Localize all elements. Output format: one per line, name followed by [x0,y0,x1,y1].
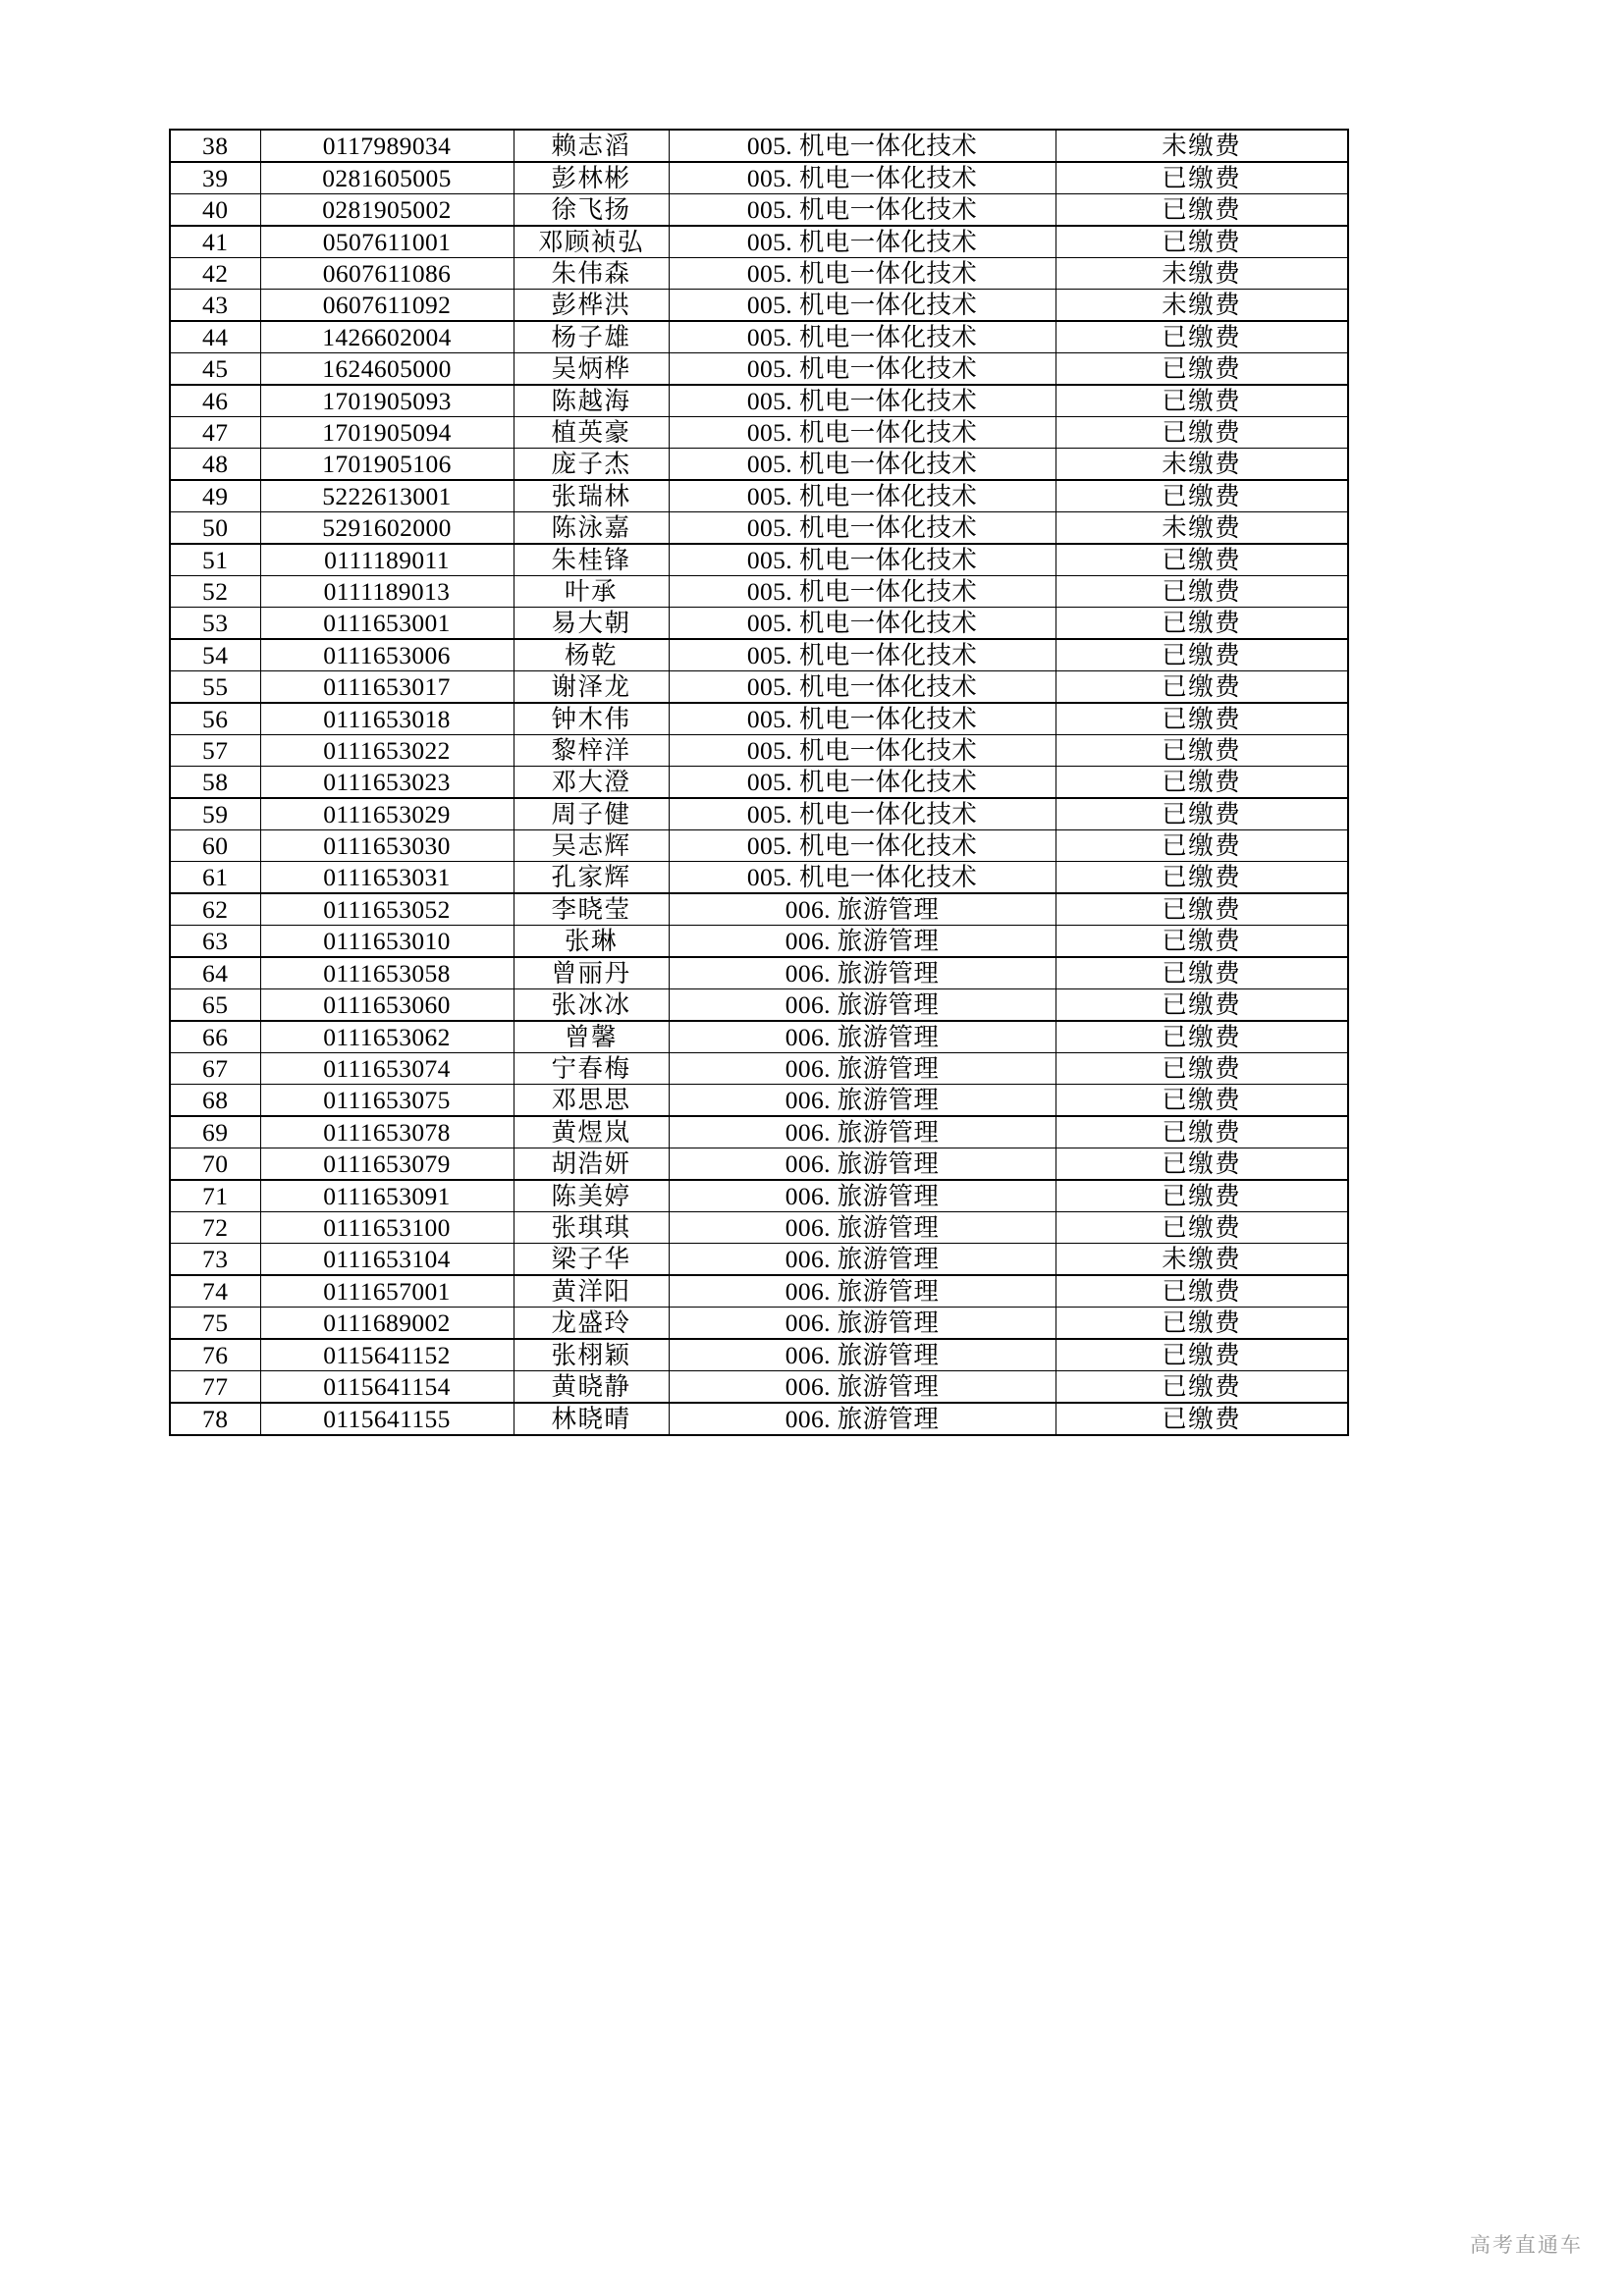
payment-status-cell: 未缴费 [1056,449,1348,481]
exam-number-cell: 0111189013 [260,576,514,608]
student-name-cell: 朱桂锋 [514,544,669,576]
table-row [170,735,1348,767]
major-cell: 005. 机电一体化技术 [669,321,1056,353]
table-row [170,671,1348,704]
payment-status-cell: 已缴费 [1056,1021,1348,1053]
payment-status-cell: 已缴费 [1056,226,1348,258]
student-name-cell: 宁春梅 [514,1053,669,1085]
major-cell: 005. 机电一体化技术 [669,512,1056,545]
exam-number-cell: 0607611086 [260,258,514,290]
major-cell: 005. 机电一体化技术 [669,639,1056,671]
student-name-cell: 黄煜岚 [514,1116,669,1148]
major-cell: 006. 旅游管理 [669,989,1056,1022]
student-name-cell: 黄洋阳 [514,1275,669,1308]
exam-number-cell: 1624605000 [260,353,514,386]
payment-status-cell: 已缴费 [1056,1212,1348,1244]
student-name-cell: 张琳 [514,926,669,958]
row-index-cell: 38 [170,130,260,162]
student-name-cell: 叶承 [514,576,669,608]
table-row [170,512,1348,545]
student-name-cell: 钟木伟 [514,703,669,735]
roster-table-container [169,129,1347,1436]
major-cell: 005. 机电一体化技术 [669,608,1056,640]
student-name-cell: 邓思思 [514,1085,669,1117]
student-name-cell: 邓大澄 [514,767,669,799]
payment-status-cell: 已缴费 [1056,767,1348,799]
row-index-cell: 53 [170,608,260,640]
student-name-cell: 庞子杰 [514,449,669,481]
row-index-cell: 46 [170,385,260,417]
payment-status-cell: 已缴费 [1056,544,1348,576]
exam-number-cell: 0111653010 [260,926,514,958]
exam-number-cell: 0111653017 [260,671,514,704]
payment-status-cell: 已缴费 [1056,703,1348,735]
payment-status-cell: 已缴费 [1056,1116,1348,1148]
table-row [170,417,1348,449]
student-name-cell: 吴志辉 [514,830,669,862]
roster-table-body [170,130,1348,1435]
payment-status-cell: 已缴费 [1056,1148,1348,1181]
row-index-cell: 57 [170,735,260,767]
exam-number-cell: 0111653018 [260,703,514,735]
student-name-cell: 曾丽丹 [514,957,669,989]
exam-number-cell: 0111653091 [260,1180,514,1212]
payment-status-cell: 已缴费 [1056,1053,1348,1085]
major-cell: 006. 旅游管理 [669,893,1056,926]
exam-number-cell: 0111653078 [260,1116,514,1148]
row-index-cell: 76 [170,1339,260,1371]
payment-status-cell: 已缴费 [1056,671,1348,704]
row-index-cell: 69 [170,1116,260,1148]
row-index-cell: 42 [170,258,260,290]
exam-number-cell: 0111653074 [260,1053,514,1085]
table-row [170,1371,1348,1404]
payment-status-cell: 未缴费 [1056,1244,1348,1276]
table-row [170,957,1348,989]
exam-number-cell: 0111653001 [260,608,514,640]
table-row [170,1180,1348,1212]
row-index-cell: 78 [170,1403,260,1435]
major-cell: 006. 旅游管理 [669,957,1056,989]
student-name-cell: 陈美婷 [514,1180,669,1212]
table-row [170,290,1348,322]
exam-number-cell: 1701905106 [260,449,514,481]
exam-number-cell: 0117989034 [260,130,514,162]
major-cell: 006. 旅游管理 [669,1053,1056,1085]
major-cell: 006. 旅游管理 [669,1085,1056,1117]
major-cell: 005. 机电一体化技术 [669,385,1056,417]
major-cell: 005. 机电一体化技术 [669,480,1056,512]
major-cell: 006. 旅游管理 [669,1403,1056,1435]
student-name-cell: 吴炳桦 [514,353,669,386]
exam-number-cell: 5291602000 [260,512,514,545]
table-row [170,893,1348,926]
row-index-cell: 75 [170,1308,260,1340]
exam-number-cell: 0281905002 [260,194,514,227]
table-row [170,321,1348,353]
student-name-cell: 孔家辉 [514,862,669,894]
major-cell: 006. 旅游管理 [669,1212,1056,1244]
table-row [170,1148,1348,1181]
exam-number-cell: 0111653104 [260,1244,514,1276]
major-cell: 006. 旅游管理 [669,1339,1056,1371]
student-name-cell: 张琪琪 [514,1212,669,1244]
table-row [170,258,1348,290]
payment-status-cell: 未缴费 [1056,290,1348,322]
payment-status-cell: 已缴费 [1056,735,1348,767]
payment-status-cell: 未缴费 [1056,258,1348,290]
exam-number-cell: 0111689002 [260,1308,514,1340]
payment-status-cell: 已缴费 [1056,1371,1348,1404]
payment-status-cell: 已缴费 [1056,353,1348,386]
row-index-cell: 64 [170,957,260,989]
payment-status-cell: 已缴费 [1056,576,1348,608]
table-row [170,703,1348,735]
major-cell: 005. 机电一体化技术 [669,576,1056,608]
student-name-cell: 杨乾 [514,639,669,671]
major-cell: 005. 机电一体化技术 [669,703,1056,735]
table-row [170,1275,1348,1308]
major-cell: 005. 机电一体化技术 [669,544,1056,576]
row-index-cell: 63 [170,926,260,958]
table-row [170,862,1348,894]
student-name-cell: 朱伟森 [514,258,669,290]
payment-status-cell: 已缴费 [1056,1085,1348,1117]
student-name-cell: 邓顾祯弘 [514,226,669,258]
student-name-cell: 徐飞扬 [514,194,669,227]
payment-status-cell: 已缴费 [1056,608,1348,640]
row-index-cell: 52 [170,576,260,608]
exam-number-cell: 1701905093 [260,385,514,417]
major-cell: 006. 旅游管理 [669,1275,1056,1308]
student-name-cell: 林晓晴 [514,1403,669,1435]
major-cell: 005. 机电一体化技术 [669,830,1056,862]
exam-number-cell: 0111653029 [260,798,514,830]
table-row [170,1339,1348,1371]
major-cell: 006. 旅游管理 [669,1308,1056,1340]
row-index-cell: 47 [170,417,260,449]
row-index-cell: 74 [170,1275,260,1308]
table-row [170,639,1348,671]
row-index-cell: 54 [170,639,260,671]
major-cell: 005. 机电一体化技术 [669,194,1056,227]
major-cell: 005. 机电一体化技术 [669,798,1056,830]
payment-status-cell: 已缴费 [1056,639,1348,671]
table-row [170,162,1348,194]
row-index-cell: 48 [170,449,260,481]
exam-number-cell: 0111653031 [260,862,514,894]
row-index-cell: 40 [170,194,260,227]
row-index-cell: 55 [170,671,260,704]
exam-number-cell: 0111653052 [260,893,514,926]
student-name-cell: 黄晓静 [514,1371,669,1404]
student-name-cell: 易大朝 [514,608,669,640]
exam-number-cell: 0111653060 [260,989,514,1022]
major-cell: 005. 机电一体化技术 [669,353,1056,386]
student-name-cell: 植英豪 [514,417,669,449]
major-cell: 005. 机电一体化技术 [669,735,1056,767]
footer-watermark: 高考直通车 [1470,2233,1583,2257]
payment-status-cell: 已缴费 [1056,1339,1348,1371]
table-row [170,1116,1348,1148]
row-index-cell: 44 [170,321,260,353]
row-index-cell: 65 [170,989,260,1022]
table-row [170,1244,1348,1276]
table-row [170,1308,1348,1340]
major-cell: 005. 机电一体化技术 [669,226,1056,258]
payment-status-cell: 已缴费 [1056,957,1348,989]
major-cell: 005. 机电一体化技术 [669,862,1056,894]
row-index-cell: 62 [170,893,260,926]
major-cell: 006. 旅游管理 [669,926,1056,958]
exam-number-cell: 0111653006 [260,639,514,671]
student-name-cell: 彭林彬 [514,162,669,194]
exam-number-cell: 0607611092 [260,290,514,322]
major-cell: 006. 旅游管理 [669,1148,1056,1181]
payment-status-cell: 已缴费 [1056,417,1348,449]
exam-number-cell: 0111653062 [260,1021,514,1053]
row-index-cell: 71 [170,1180,260,1212]
student-name-cell: 曾馨 [514,1021,669,1053]
major-cell: 005. 机电一体化技术 [669,671,1056,704]
table-row [170,480,1348,512]
row-index-cell: 72 [170,1212,260,1244]
row-index-cell: 59 [170,798,260,830]
student-payment-roster-table [169,129,1349,1436]
student-name-cell: 张冰冰 [514,989,669,1022]
payment-status-cell: 已缴费 [1056,1403,1348,1435]
row-index-cell: 39 [170,162,260,194]
row-index-cell: 67 [170,1053,260,1085]
table-row [170,544,1348,576]
table-row [170,989,1348,1022]
major-cell: 006. 旅游管理 [669,1116,1056,1148]
exam-number-cell: 0111653058 [260,957,514,989]
exam-number-cell: 0111653079 [260,1148,514,1181]
student-name-cell: 张瑞林 [514,480,669,512]
table-row [170,798,1348,830]
table-row [170,449,1348,481]
row-index-cell: 51 [170,544,260,576]
exam-number-cell: 1426602004 [260,321,514,353]
student-name-cell: 谢泽龙 [514,671,669,704]
major-cell: 005. 机电一体化技术 [669,258,1056,290]
row-index-cell: 56 [170,703,260,735]
row-index-cell: 77 [170,1371,260,1404]
exam-number-cell: 0115641152 [260,1339,514,1371]
exam-number-cell: 1701905094 [260,417,514,449]
student-name-cell: 李晓莹 [514,893,669,926]
major-cell: 006. 旅游管理 [669,1371,1056,1404]
table-row [170,608,1348,640]
table-row [170,194,1348,227]
payment-status-cell: 已缴费 [1056,893,1348,926]
row-index-cell: 73 [170,1244,260,1276]
row-index-cell: 45 [170,353,260,386]
student-name-cell: 赖志滔 [514,130,669,162]
table-row [170,226,1348,258]
major-cell: 005. 机电一体化技术 [669,290,1056,322]
exam-number-cell: 0111653075 [260,1085,514,1117]
row-index-cell: 43 [170,290,260,322]
table-row [170,1403,1348,1435]
exam-number-cell: 0111653022 [260,735,514,767]
row-index-cell: 70 [170,1148,260,1181]
payment-status-cell: 已缴费 [1056,1308,1348,1340]
major-cell: 006. 旅游管理 [669,1180,1056,1212]
exam-number-cell: 0111653030 [260,830,514,862]
payment-status-cell: 已缴费 [1056,194,1348,227]
student-name-cell: 陈越海 [514,385,669,417]
exam-number-cell: 0111653023 [260,767,514,799]
row-index-cell: 66 [170,1021,260,1053]
exam-number-cell: 5222613001 [260,480,514,512]
student-name-cell: 张栩颖 [514,1339,669,1371]
row-index-cell: 41 [170,226,260,258]
major-cell: 006. 旅游管理 [669,1244,1056,1276]
table-row [170,1212,1348,1244]
student-name-cell: 彭桦洪 [514,290,669,322]
major-cell: 005. 机电一体化技术 [669,767,1056,799]
payment-status-cell: 已缴费 [1056,480,1348,512]
exam-number-cell: 0281605005 [260,162,514,194]
payment-status-cell: 已缴费 [1056,1275,1348,1308]
table-row [170,385,1348,417]
table-row [170,130,1348,162]
student-name-cell: 陈泳嘉 [514,512,669,545]
exam-number-cell: 0111653100 [260,1212,514,1244]
table-row [170,767,1348,799]
row-index-cell: 58 [170,767,260,799]
payment-status-cell: 已缴费 [1056,989,1348,1022]
student-name-cell: 梁子华 [514,1244,669,1276]
row-index-cell: 68 [170,1085,260,1117]
payment-status-cell: 已缴费 [1056,926,1348,958]
table-row [170,576,1348,608]
payment-status-cell: 已缴费 [1056,162,1348,194]
payment-status-cell: 未缴费 [1056,512,1348,545]
table-row [170,353,1348,386]
payment-status-cell: 已缴费 [1056,830,1348,862]
payment-status-cell: 已缴费 [1056,385,1348,417]
major-cell: 005. 机电一体化技术 [669,162,1056,194]
student-name-cell: 杨子雄 [514,321,669,353]
payment-status-cell: 已缴费 [1056,862,1348,894]
student-name-cell: 胡浩妍 [514,1148,669,1181]
major-cell: 005. 机电一体化技术 [669,417,1056,449]
row-index-cell: 61 [170,862,260,894]
table-row [170,1021,1348,1053]
major-cell: 005. 机电一体化技术 [669,449,1056,481]
table-row [170,830,1348,862]
exam-number-cell: 0111657001 [260,1275,514,1308]
major-cell: 006. 旅游管理 [669,1021,1056,1053]
row-index-cell: 49 [170,480,260,512]
table-row [170,1085,1348,1117]
exam-number-cell: 0115641154 [260,1371,514,1404]
table-row [170,1053,1348,1085]
payment-status-cell: 未缴费 [1056,130,1348,162]
exam-number-cell: 0115641155 [260,1403,514,1435]
student-name-cell: 周子健 [514,798,669,830]
row-index-cell: 60 [170,830,260,862]
table-row [170,926,1348,958]
student-name-cell: 黎梓洋 [514,735,669,767]
student-name-cell: 龙盛玲 [514,1308,669,1340]
row-index-cell: 50 [170,512,260,545]
exam-number-cell: 0507611001 [260,226,514,258]
payment-status-cell: 已缴费 [1056,798,1348,830]
payment-status-cell: 已缴费 [1056,321,1348,353]
payment-status-cell: 已缴费 [1056,1180,1348,1212]
major-cell: 005. 机电一体化技术 [669,130,1056,162]
exam-number-cell: 0111189011 [260,544,514,576]
